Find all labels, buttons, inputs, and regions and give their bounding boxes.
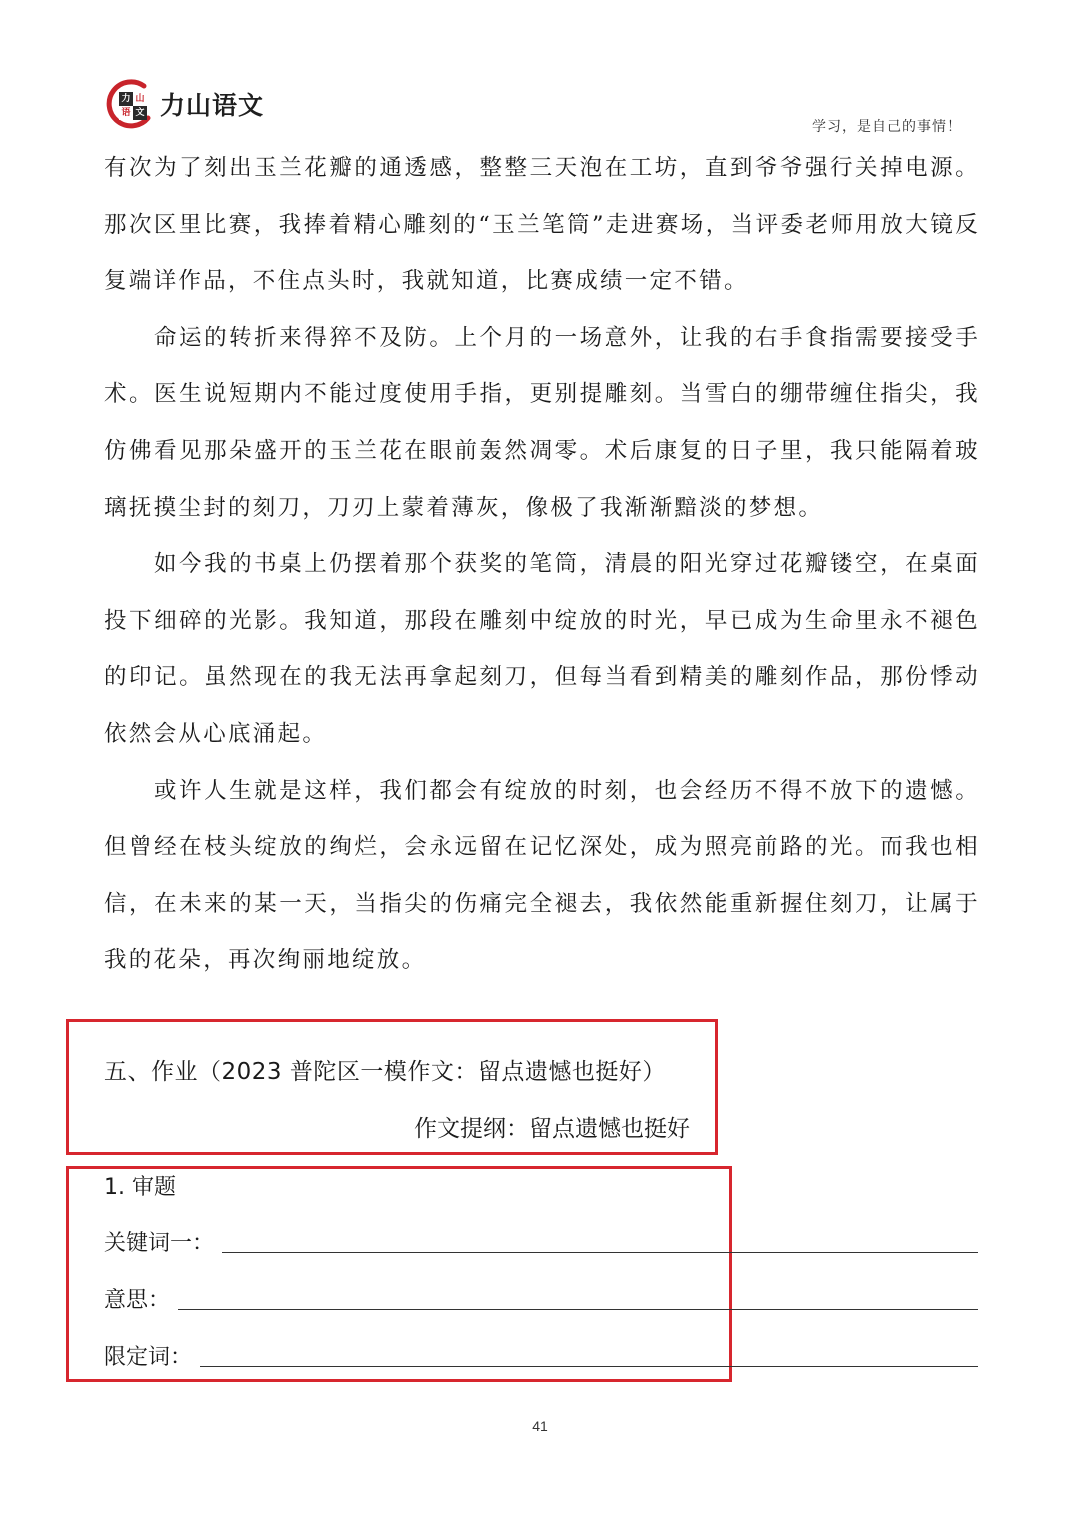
- essay-paragraph: 或许人生就是这样，我们都会有绽放的时刻，也会经历不得不放下的遗憾。但曾经在枝头绽放的绚烂，会永远留在记忆深处，成为照亮前路的光。而我也相信，在未来的某一天，当指尖的伤痛完全褪去，我依然能重新握住刻刀，让属于我的花朵，再次绚丽地绽放。: [104, 777, 980, 974]
- logo-cell: 语: [119, 106, 133, 120]
- logo-text: 力山语文: [160, 91, 265, 120]
- section-label: 1. 审题: [104, 1175, 176, 1200]
- logo-cell: 山: [133, 92, 147, 106]
- homework-title: 五、作业（2023 普陀区一模作文：留点遗憾也挺好）: [104, 1059, 666, 1085]
- logo-emblem-icon: [104, 78, 156, 130]
- meaning-answer-line[interactable]: [178, 1289, 978, 1310]
- brand-logo: [104, 78, 264, 130]
- keyword1-row: [104, 1226, 978, 1257]
- page-number: 41: [532, 1418, 548, 1434]
- essay-paragraph: 有次为了刻出玉兰花瓣的通透感，整整三天泡在工坊，直到爷爷强行关掉电源。那次区里比赛，我捧着精心雕刻的“玉兰笔筒”走进赛场，当评委老师用放大镜反复端详作品，不住点头时，我就知道，比赛成绩一定不错。: [104, 155, 980, 295]
- qualifier-row: [104, 1340, 978, 1371]
- qualifier-label: 限定词：: [104, 1345, 193, 1370]
- meaning-row: [104, 1283, 978, 1314]
- essay-paragraph: 命运的转折来得猝不及防。上个月的一场意外，让我的右手食指需要接受手术。医生说短期内不能过度使用手指，更别提雕刻。当雪白的绷带缠住指尖，我仿佛看见那朵盛开的玉兰花在眼前轰然凋零。术后康复的日子里，我只能隔着玻璃抚摸尘封的刻刀，刀刃上蒙着薄灰，像极了我渐渐黯淡的梦想。: [104, 324, 980, 521]
- meaning-label: 意思：: [104, 1288, 171, 1313]
- logo-cell: 力: [119, 92, 133, 106]
- logo-cell: 文: [133, 106, 147, 120]
- keyword1-answer-line[interactable]: [222, 1232, 978, 1253]
- homework-outline-title: 作文提纲：留点遗憾也挺好: [414, 1116, 690, 1142]
- header-slogan: 学习，是自己的事情！: [812, 119, 962, 135]
- keyword1-label: 关键词一：: [104, 1231, 215, 1256]
- qualifier-answer-line[interactable]: [200, 1346, 978, 1367]
- essay-body: [104, 140, 980, 989]
- essay-paragraph: 如今我的书桌上仍摆着那个获奖的笔筒，清晨的阳光穿过花瓣镂空，在桌面投下细碎的光影。我知道，那段在雕刻中绽放的时光，早已成为生命里永不褪色的印记。虽然现在的我无法再拿起刻刀，但每当看到精美的雕刻作品，那份悸动依然会从心底涌起。: [104, 551, 980, 747]
